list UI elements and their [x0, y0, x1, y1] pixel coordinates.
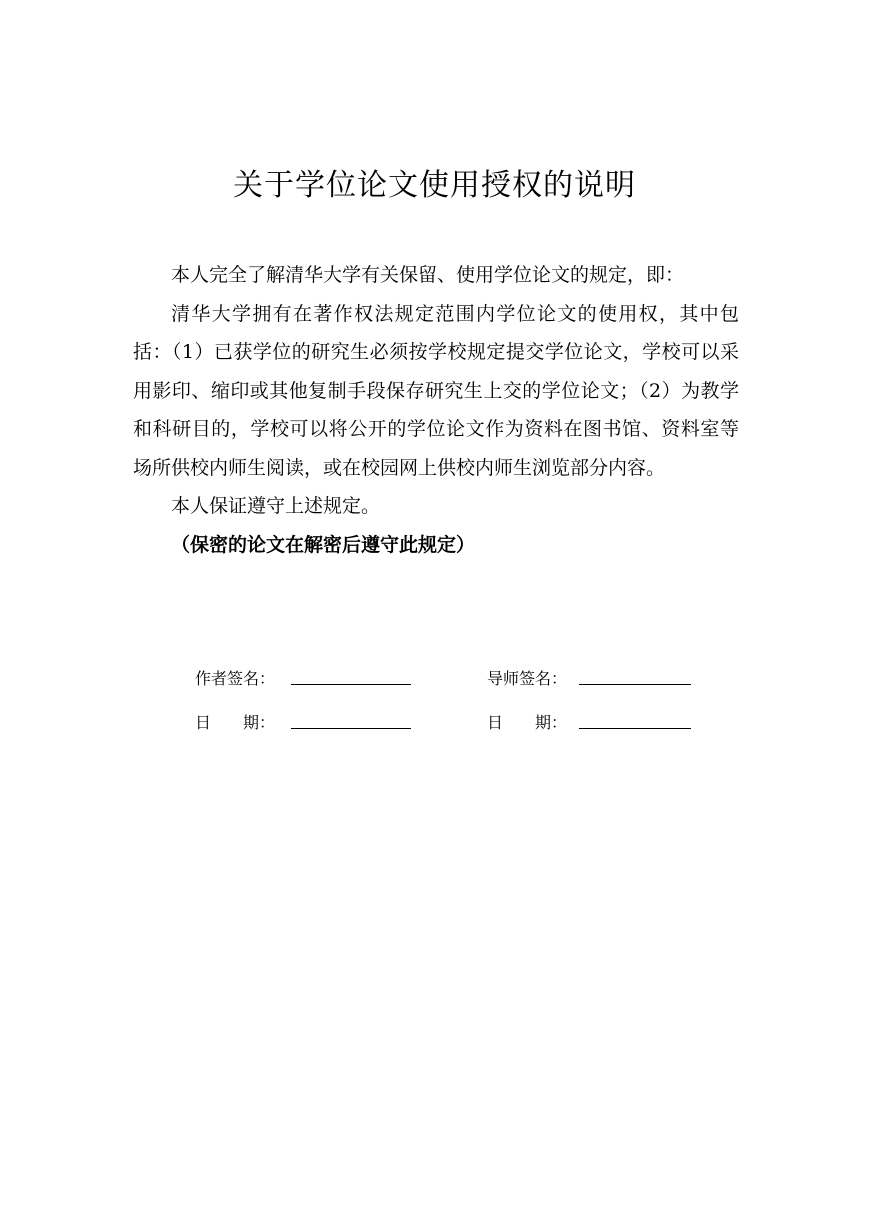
signature-row — [195, 666, 695, 692]
document-body — [133, 256, 739, 564]
date-row — [195, 710, 695, 736]
advisor-signature-label: 导师签名： — [487, 669, 568, 688]
author-date-line — [291, 728, 411, 729]
author-date-field — [195, 710, 285, 733]
author-signature-line — [291, 684, 411, 685]
advisor-date-label: 日 期： — [487, 713, 568, 732]
page-title: 关于学位论文使用授权的说明 — [233, 168, 636, 203]
advisor-signature-field — [487, 666, 577, 689]
advisor-date-field — [487, 710, 577, 733]
paragraph-rights: 清华大学拥有在著作权法规定范围内学位论文的使用权，其中包括：（1）已获学位的研究生必须按学校规定提交学位论文，学校可以采用影印、缩印或其他复制手段保存研究生上交的学位论文；（2）为教学和科研目的，学校可以将公开的学位论文作为资料在图书馆、资料室等场所供校内师生阅读，或在校园网上供校内师生浏览部分内容。 — [133, 302, 739, 479]
author-date-label: 日 期： — [195, 713, 276, 732]
paragraph-pledge: 本人保证遵守上述规定。 — [171, 495, 381, 517]
advisor-signature-line — [579, 684, 691, 685]
paragraph-intro: 本人完全了解清华大学有关保留、使用学位论文的规定，即： — [171, 264, 685, 286]
confidential-note: （保密的论文在解密后遵守此规定） — [171, 533, 476, 556]
advisor-date-line — [579, 728, 691, 729]
author-signature-field — [195, 666, 285, 689]
author-signature-label: 作者签名： — [195, 669, 276, 688]
